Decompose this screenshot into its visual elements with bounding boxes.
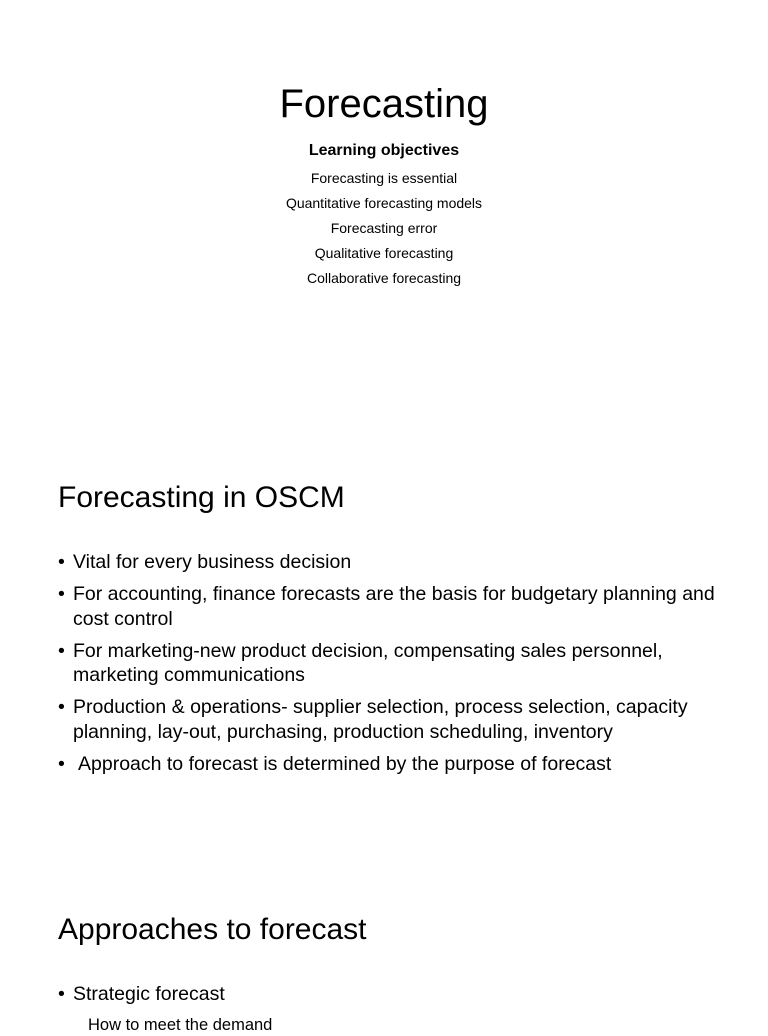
bullet-text: For accounting, finance forecasts are the basis for budgetary planning and cost control [73, 583, 715, 630]
sub-bullet-text: How to meet the demand [88, 1016, 273, 1034]
bullet-list [58, 982, 718, 1036]
bullet-dot-icon: • [58, 983, 65, 1005]
bullet-item [58, 695, 718, 744]
bullet-text: Strategic forecast [73, 983, 225, 1005]
bullet-text: For marketing-new product decision, compensating sales personnel, marketing communications [73, 639, 663, 686]
bullet-item [58, 639, 718, 688]
bullet-dot-icon: • [58, 583, 65, 605]
objective-item: Collaborative forecasting [306, 270, 462, 286]
bullet-item [58, 582, 718, 631]
slide-title-forecasting [0, 0, 768, 432]
bullet-item [58, 752, 718, 777]
bullet-dot-icon: • [58, 696, 65, 718]
objective-item: Forecasting is essential [310, 170, 458, 186]
bullet-text: Approach to forecast is determined by the purpose of forecast [78, 752, 612, 775]
learning-objectives [0, 140, 768, 291]
sub-bullet-item [58, 1014, 718, 1036]
bullet-text: Vital for every business decision [73, 551, 352, 573]
slide-forecasting-in-oscm [0, 432, 768, 864]
slide-approaches-to-forecast [0, 864, 768, 1034]
bullet-item [58, 550, 718, 575]
bullet-dot-icon: • [58, 752, 65, 775]
objective-item: Forecasting error [330, 220, 438, 236]
objective-item: Quantitative forecasting models [285, 195, 483, 211]
bullet-dot-icon: • [58, 639, 65, 662]
bullet-item [58, 982, 718, 1007]
bullet-dot-icon: • [58, 551, 65, 573]
bullet-text: Production & operations- supplier selection, process selection, capacity planning, lay-out, purchasing, production scheduling, inventory [73, 696, 688, 743]
slide-title: Forecasting [279, 82, 489, 126]
bullet-list [58, 550, 718, 784]
slide-title: Forecasting in OSCM [58, 481, 345, 514]
slide-title: Approaches to forecast [58, 913, 367, 946]
objectives-heading: Learning objectives [308, 142, 460, 159]
objective-item: Qualitative forecasting [314, 245, 454, 261]
